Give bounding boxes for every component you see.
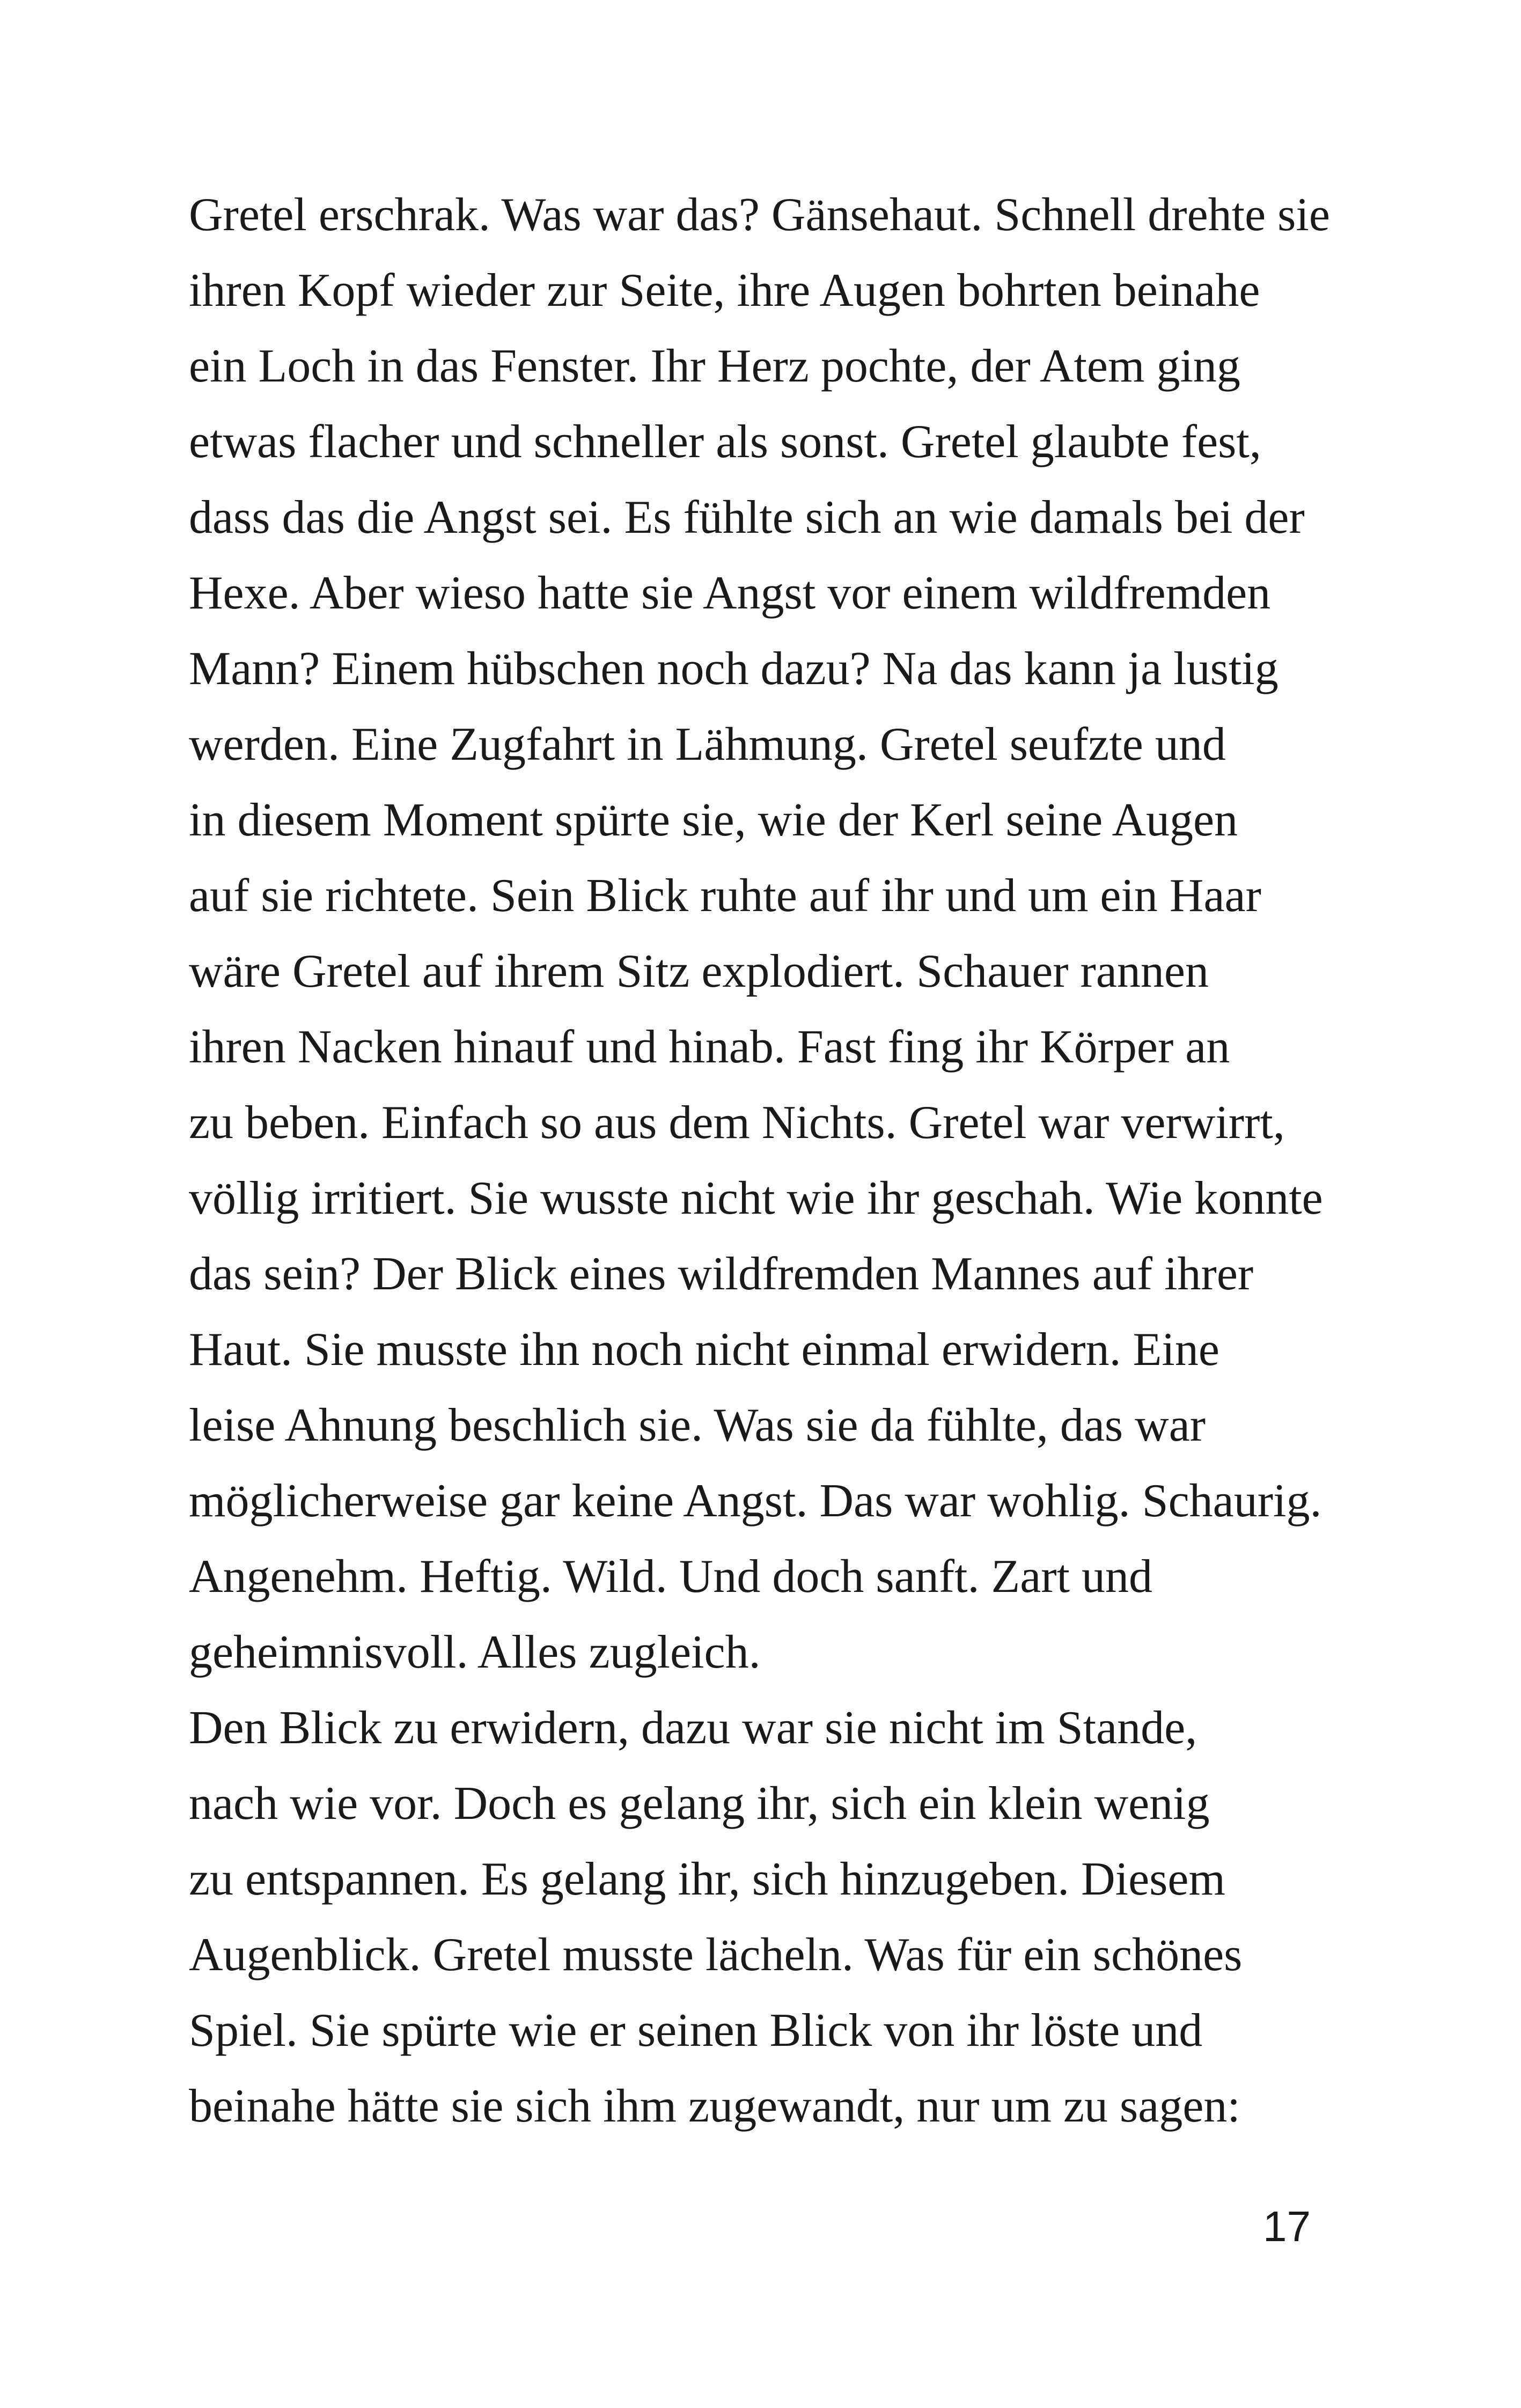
text-line: leise Ahnung beschlich sie. Was sie da fühlte, das war (189, 1399, 1206, 1451)
text-line: zu beben. Einfach so aus dem Nichts. Gretel war verwirrt, (189, 1097, 1285, 1149)
text-line: Den Blick zu erwidern, dazu war sie nicht im Stande, (189, 1702, 1197, 1754)
text-line: das sein? Der Blick eines wildfremden Mannes auf ihrer (189, 1248, 1254, 1300)
text-line: Hexe. Aber wieso hatte sie Angst vor einem wildfremden (189, 567, 1271, 619)
text-line: in diesem Moment spürte sie, wie der Kerl seine Augen (189, 794, 1238, 846)
text-line: ihren Nacken hinauf und hinab. Fast fing ihr Körper an (189, 1021, 1230, 1073)
text-line: Gretel erschrak. Was war das? Gänsehaut. Schnell drehte sie (189, 189, 1330, 241)
text-line: nach wie vor. Doch es gelang ihr, sich ein klein wenig (189, 1778, 1210, 1830)
body-text (189, 177, 1342, 2144)
text-line: werden. Eine Zugfahrt in Lähmung. Gretel seufzte und (189, 718, 1226, 770)
text-line: Angenehm. Heftig. Wild. Und doch sanft. Zart und (189, 1551, 1153, 1603)
text-line: völlig irritiert. Sie wusste nicht wie ihr geschah. Wie konnte (189, 1172, 1323, 1224)
text-line: Spiel. Sie spürte wie er seinen Blick von ihr löste und (189, 2005, 1203, 2057)
text-line: zu entspannen. Es gelang ihr, sich hinzugeben. Diesem (189, 1853, 1225, 1905)
text-line: wäre Gretel auf ihrem Sitz explodiert. Schauer rannen (189, 945, 1209, 997)
text-line: möglicherweise gar keine Angst. Das war wohlig. Schaurig. (189, 1475, 1322, 1527)
text-line: auf sie richtete. Sein Blick ruhte auf ihr und um ein Haar (189, 870, 1261, 922)
text-line: ein Loch in das Fenster. Ihr Herz pochte, der Atem ging (189, 340, 1240, 392)
page-number: 17 (1263, 2203, 1311, 2250)
text-line: dass das die Angst sei. Es fühlte sich an wie damals bei der (189, 491, 1305, 544)
text-line: geheimnisvoll. Alles zugleich. (189, 1626, 761, 1678)
text-line: beinahe hätte sie sich ihm zugewandt, nur um zu sagen: (189, 2080, 1240, 2132)
text-line: Augenblick. Gretel musste lächeln. Was für ein schönes (189, 1929, 1243, 1981)
text-line: etwas flacher und schneller als sonst. Gretel glaubte fest, (189, 416, 1261, 468)
text-line: Mann? Einem hübschen noch dazu? Na das kann ja lustig (189, 643, 1278, 695)
text-line: ihren Kopf wieder zur Seite, ihre Augen bohrten beinahe (189, 265, 1260, 317)
text-line: Haut. Sie musste ihn noch nicht einmal erwidern. Eine (189, 1324, 1219, 1376)
